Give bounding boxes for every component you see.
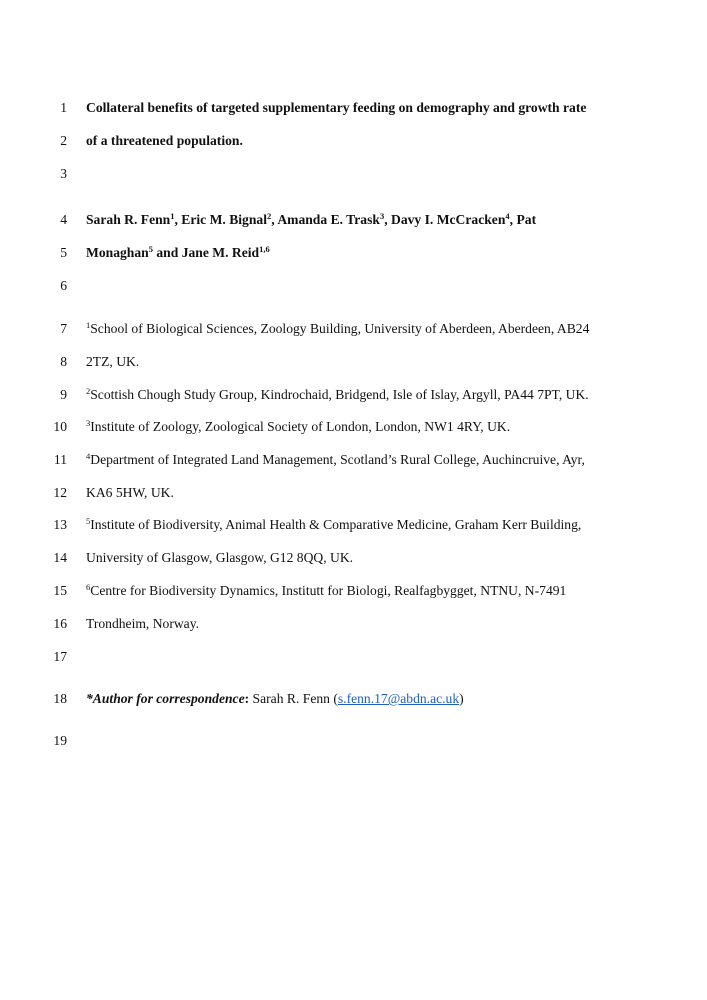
manuscript-line (0, 97, 707, 119)
manuscript-line (0, 514, 707, 536)
line-number: 11 (53, 452, 67, 467)
correspondence-colon: : (244, 691, 250, 706)
line-number: 2 (60, 133, 67, 148)
manuscript-line (0, 449, 707, 471)
paren-open: ( (333, 691, 338, 706)
author-affiliation-mark: 4 (505, 211, 510, 221)
affiliation-text: Scottish Chough Study Group, Kindrochaid, Bridgend, Isle of Islay, Argyll, PA44 7PT, UK. (90, 387, 589, 402)
affiliation-3 (86, 416, 510, 438)
author-list-line-2 (86, 242, 270, 264)
manuscript-line (0, 730, 707, 752)
affiliation-text: Institute of Zoology, Zoological Society of London, London, NW1 4RY, UK. (90, 419, 511, 434)
affiliation-4 (86, 449, 585, 471)
manuscript-line (0, 384, 707, 406)
author-affiliation-mark: 1,6 (259, 244, 270, 254)
affiliation-6 (86, 580, 566, 602)
author-name: Sarah R. Fenn (86, 212, 171, 227)
separator: , (174, 212, 178, 227)
author-affiliation-mark: 5 (148, 244, 153, 254)
author-name: Eric M. Bignal (181, 212, 267, 227)
author-list-line-1 (86, 209, 536, 231)
author-affiliation-mark: 1 (170, 211, 175, 221)
affiliation-mark: 1 (86, 320, 91, 330)
correspondence-label: *Author for correspondence (86, 691, 245, 706)
author-name: Davy I. McCracken (391, 212, 506, 227)
author-name: Pat (516, 212, 537, 227)
affiliation-mark: 4 (86, 451, 91, 461)
manuscript-line (0, 416, 707, 438)
correspondence-email-link[interactable]: s.fenn.17@abdn.ac.uk (337, 691, 460, 706)
line-number: 13 (53, 517, 67, 532)
affiliation-2 (86, 384, 589, 406)
manuscript-line (0, 688, 707, 710)
line-number: 10 (53, 419, 67, 434)
line-number: 19 (53, 733, 67, 748)
affiliation-text: Institute of Biodiversity, Animal Health & Comparative Medicine, Graham Kerr Building, (90, 517, 582, 532)
affiliation-5 (86, 514, 581, 536)
separator: and (156, 245, 179, 260)
title-line-2: of a threatened population. (86, 133, 243, 148)
manuscript-line (0, 209, 707, 231)
affiliation-6-cont: Trondheim, Norway. (86, 616, 200, 631)
line-number: 8 (60, 354, 67, 369)
author-affiliation-mark: 2 (267, 211, 272, 221)
line-number: 14 (53, 550, 67, 565)
manuscript-line (0, 163, 707, 185)
separator: , (271, 212, 275, 227)
manuscript-line (0, 613, 707, 635)
line-number: 7 (60, 321, 67, 336)
affiliation-4-cont: KA6 5HW, UK. (86, 485, 174, 500)
author-name: Amanda E. Trask (277, 212, 380, 227)
separator: , (384, 212, 388, 227)
manuscript-line (0, 130, 707, 152)
line-number: 9 (60, 387, 67, 402)
affiliation-1-cont: 2TZ, UK. (86, 354, 140, 369)
line-number: 4 (60, 212, 67, 227)
affiliation-text: Centre for Biodiversity Dynamics, Institutt for Biologi, Realfagbygget, NTNU, N-7491 (90, 583, 567, 598)
correspondence-line (86, 688, 464, 710)
line-number: 3 (60, 166, 67, 181)
affiliation-mark: 3 (86, 418, 91, 428)
manuscript-line (0, 275, 707, 297)
affiliation-mark: 2 (86, 386, 91, 396)
author-name: Monaghan (86, 245, 149, 260)
line-number: 5 (60, 245, 67, 260)
title-line-1: Collateral benefits of targeted supplementary feeding on demography and growth rate (86, 100, 587, 115)
line-number: 17 (53, 649, 67, 664)
line-number: 1 (60, 100, 67, 115)
manuscript-line (0, 646, 707, 668)
author-name: Jane M. Reid (181, 245, 260, 260)
affiliation-text: School of Biological Sciences, Zoology Building, University of Aberdeen, Aberdeen, AB24 (90, 321, 590, 336)
line-number: 6 (60, 278, 67, 293)
manuscript-line (0, 351, 707, 373)
line-number: 18 (53, 691, 67, 706)
manuscript-line (0, 547, 707, 569)
line-number: 15 (53, 583, 67, 598)
affiliation-mark: 6 (86, 582, 91, 592)
manuscript-line (0, 482, 707, 504)
line-number: 16 (53, 616, 67, 631)
correspondence-name: Sarah R. Fenn (252, 691, 330, 706)
manuscript-line (0, 318, 707, 340)
line-number: 12 (53, 485, 67, 500)
affiliation-mark: 5 (86, 516, 91, 526)
paren-close: ) (459, 691, 464, 706)
affiliation-5-cont: University of Glasgow, Glasgow, G12 8QQ, UK. (86, 550, 354, 565)
manuscript-line (0, 580, 707, 602)
affiliation-1 (86, 318, 589, 340)
author-affiliation-mark: 3 (379, 211, 385, 221)
manuscript-line (0, 242, 707, 264)
affiliation-text: Department of Integrated Land Management, Scotland’s Rural College, Auchincruive, Ayr, (90, 452, 585, 467)
separator: , (509, 212, 514, 227)
